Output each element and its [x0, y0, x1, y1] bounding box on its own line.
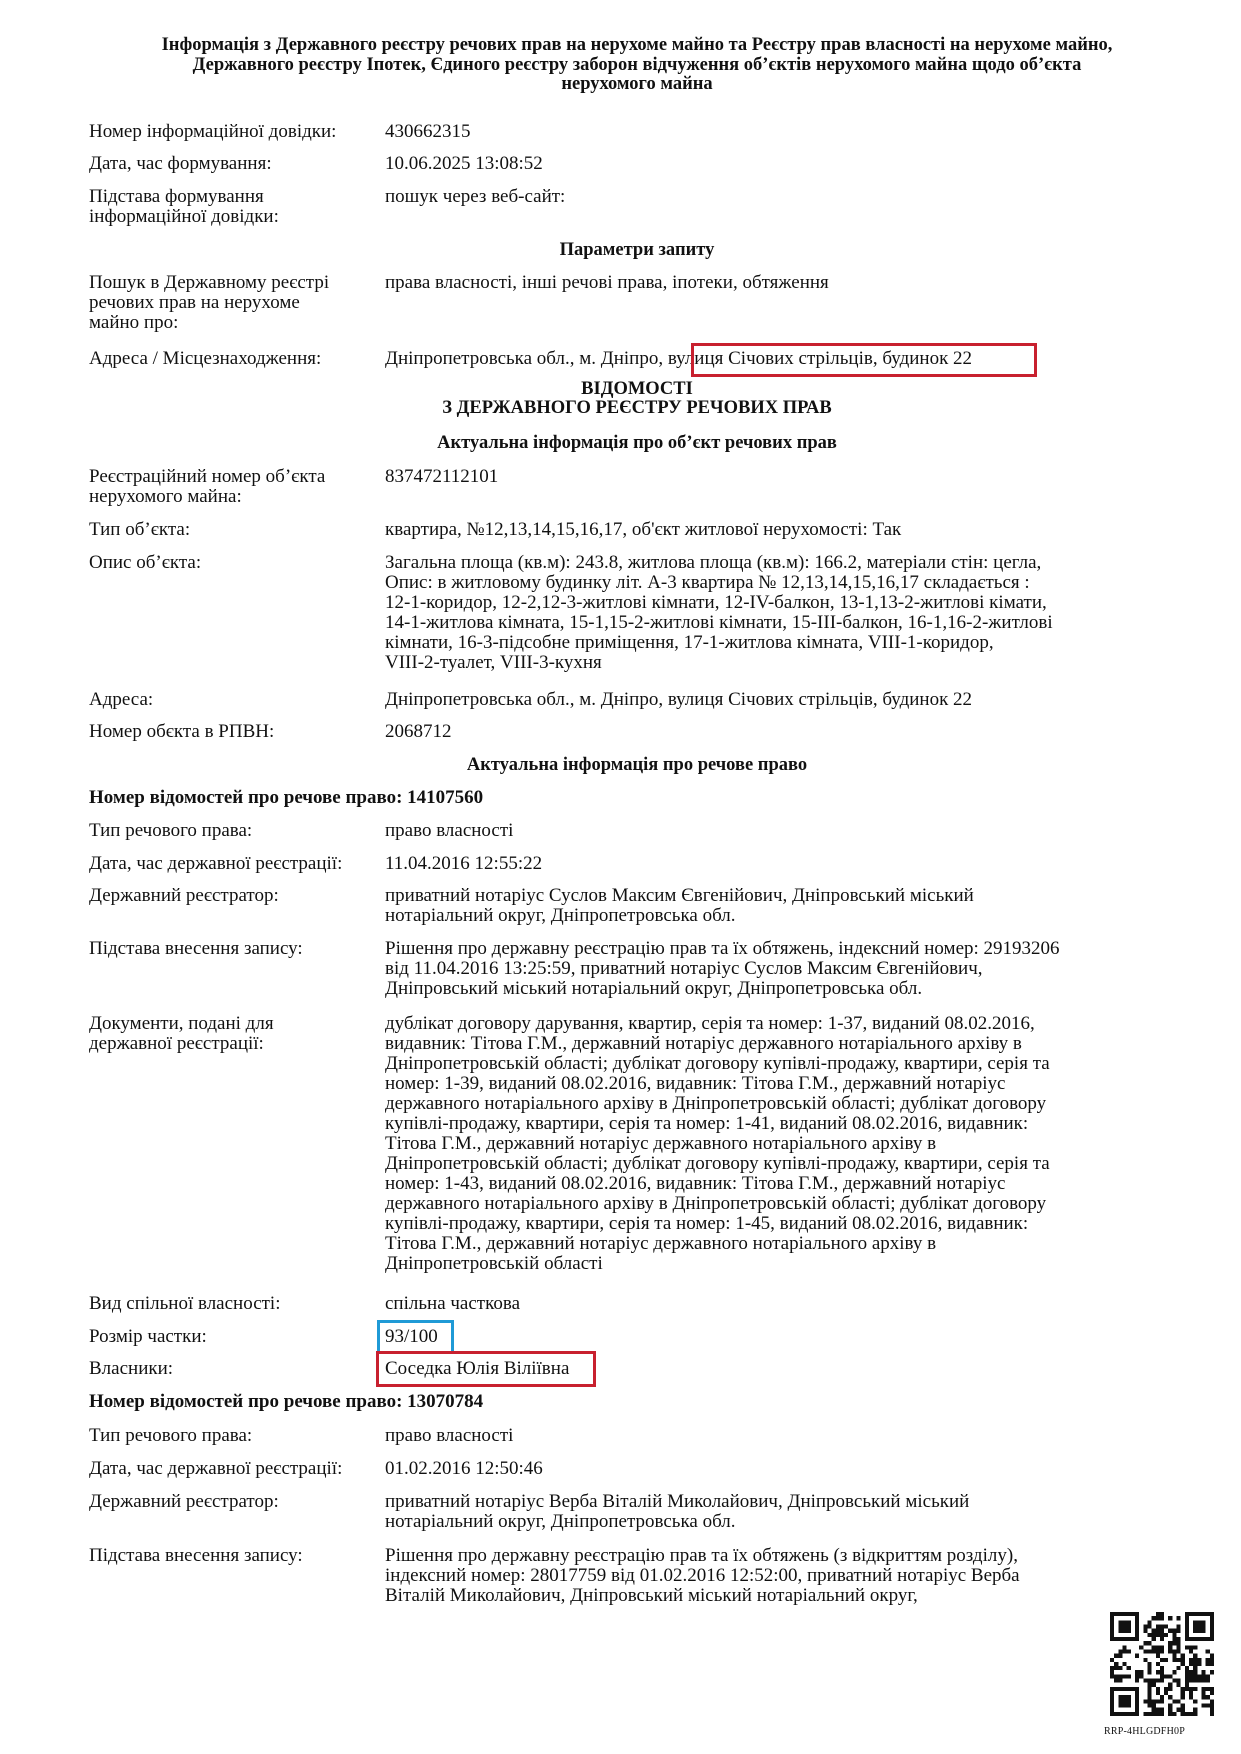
query-address-label: Адреса / Місцезнаходження:: [89, 348, 322, 369]
registry-heading: ВІДОМОСТІ З ДЕРЖАВНОГО РЕЄСТРУ РЕЧОВИХ ПРАВ: [442, 379, 832, 418]
object-description-value: Загальна площа (кв.м): 243.8, житлова площа (кв.м): 166.2, матеріали стін: цегла, Опис: в житловому будинку літ. А-3 квартира № 12,13,14,15,16,17 складається : 12-1-коридор, 12-2,12-3-житлові кімнати, 12-IV-балкон, 13-1,13-2-житлові кімати, 14-1-житлова кімната, 15-1,15-2-житлові кімнати, 15-III-балкон, 16-1,16-2-житлові кімнати, 16-3-підсобне приміщення, 17-1-житлова кімната, VIII-1-коридор, VIII-2-туалет, VIII-3-кухня: [385, 552, 1053, 673]
right-2-number: Номер відомостей про речове право: 13070784: [89, 1391, 484, 1412]
query-params-heading: Параметри запиту: [559, 240, 715, 260]
right-1-number: Номер відомостей про речове право: 14107560: [89, 787, 484, 808]
qr-code-icon: [1110, 1612, 1214, 1716]
ref-number-value: 430662315: [385, 121, 471, 142]
object-info-heading: Актуальна інформація про об’єкт речових прав: [437, 433, 837, 453]
right-2-date-value: 01.02.2016 12:50:46: [385, 1458, 543, 1479]
object-description-label: Опис об’єкта:: [89, 552, 202, 573]
right-1-basis-label: Підстава внесення запису:: [89, 938, 303, 959]
right-1-docs-label: Документи, подані для державної реєстрації:: [89, 1013, 274, 1054]
right-2-basis-value: Рішення про державну реєстрацію прав та їх обтяжень (з відкриттям розділу), індексний номер: 28017759 від 01.02.2016 12:52:00, приватний нотаріус Верба Віталій Миколайович, Дніпровський міський нотаріальний округ,: [385, 1545, 1020, 1606]
formation-date-value: 10.06.2025 13:08:52: [385, 153, 543, 174]
right-2-date-label: Дата, час державної реєстрації:: [89, 1458, 343, 1479]
query-address-value: Дніпропетровська обл., м. Дніпро, вулиця Січових стрільців, будинок 22: [385, 348, 973, 369]
right-1-joint-label: Вид спільної власності:: [89, 1293, 281, 1314]
right-2-kind-label: Тип речового права:: [89, 1425, 253, 1446]
right-1-kind-value: право власності: [385, 820, 514, 841]
right-1-share-value: 93/100: [385, 1326, 438, 1347]
right-2-kind-value: право власності: [385, 1425, 514, 1446]
right-2-registrar-value: приватний нотаріус Верба Віталій Миколайович, Дніпровський міський нотаріальний округ, Дніпропетровська обл.: [385, 1491, 970, 1532]
right-1-registrar-value: приватний нотаріус Суслов Максим Євгенійович, Дніпровський міський нотаріальний округ, Дніпропетровська обл.: [385, 885, 974, 926]
right-1-registrar-label: Державний реєстратор:: [89, 885, 279, 906]
object-type-value: квартира, №12,13,14,15,16,17, об'єкт житлової нерухомості: Так: [385, 519, 902, 540]
right-1-owners-label: Власники:: [89, 1358, 174, 1379]
right-1-basis-value: Рішення про державну реєстрацію прав та їх обтяжень, індексний номер: 29193206 від 11.04.2016 13:25:59, приватний нотаріус Суслов Максим Євгенійович, Дніпровський міський нотаріальний округ, Дніпропетровська обл.: [385, 938, 1060, 999]
right-1-docs-value: дублікат договору дарування, квартир, серія та номер: 1-37, виданий 08.02.2016, видавник: Тітова Г.М., державний нотаріус державного нотаріального архіву в Дніпропетровській області; дублікат договору купівлі-продажу, квартири, серія та номер: 1-39, виданий 08.02.2016, видавник: Тітова Г.М., державний нотаріус державного нотаріального архіву в Дніпропетровській області; дублікат договору купівлі-продажу, квартири, серія та номер: 1-41, виданий 08.02.2016, видавник: Тітова Г.М., державний нотаріус державного нотаріального архіву в Дніпропетровській області; дублікат договору купівлі-продажу, квартири, серія та номер: 1-43, виданий 08.02.2016, видавник: Тітова Г.М., державний нотаріус державного нотаріального архіву в Дніпропетровській області; дублікат договору купівлі-продажу, квартири, серія та номер: 1-45, виданий 08.02.2016, видавник: Тітова Г.М., державний нотаріус державного нотаріального архіву в Дніпропетровській області: [385, 1013, 1050, 1274]
right-2-registrar-label: Державний реєстратор:: [89, 1491, 279, 1512]
right-1-owners-value: Соседка Юлія Віліївна: [385, 1358, 570, 1379]
right-1-kind-label: Тип речового права:: [89, 820, 253, 841]
formation-date-label: Дата, час формування:: [89, 153, 272, 174]
search-scope-value: права власності, інші речові права, іпотеки, обтяження: [385, 272, 829, 293]
document-code: RRP-4HLGDFH0P: [1104, 1726, 1185, 1737]
rpvn-number-value: 2068712: [385, 721, 452, 742]
right-1-date-label: Дата, час державної реєстрації:: [89, 853, 343, 874]
right-1-joint-value: спільна часткова: [385, 1293, 521, 1314]
object-type-label: Тип об’єкта:: [89, 519, 191, 540]
ref-number-label: Номер інформаційної довідки:: [89, 121, 337, 142]
search-scope-label: Пошук в Державному реєстрі речових прав на нерухоме майно про:: [89, 272, 330, 333]
right-1-date-value: 11.04.2016 12:55:22: [385, 853, 543, 874]
formation-basis-value: пошук через веб-сайт:: [385, 186, 566, 207]
formation-basis-label: Підстава формування інформаційної довідки:: [89, 186, 279, 227]
right-1-share-label: Розмір частки:: [89, 1326, 207, 1347]
object-reg-number-label: Реєстраційний номер об’єкта нерухомого майна:: [89, 466, 326, 507]
object-reg-number-value: 837472112101: [385, 466, 499, 487]
object-address-label: Адреса:: [89, 689, 154, 710]
rpvn-number-label: Номер обєкта в РПВН:: [89, 721, 275, 742]
rights-info-heading: Актуальна інформація про речове право: [466, 755, 808, 775]
right-2-basis-label: Підстава внесення запису:: [89, 1545, 303, 1566]
object-address-value: Дніпропетровська обл., м. Дніпро, вулиця Січових стрільців, будинок 22: [385, 689, 973, 710]
document-title: Інформація з Державного реєстру речових прав на нерухоме майно та Реєстру прав власності на нерухоме майно, Державного реєстру Іпотек, Єдиного реєстру заборон відчуження об’єктів нерухомого майна щодо об’єкта нерухомого майна: [161, 35, 1113, 94]
